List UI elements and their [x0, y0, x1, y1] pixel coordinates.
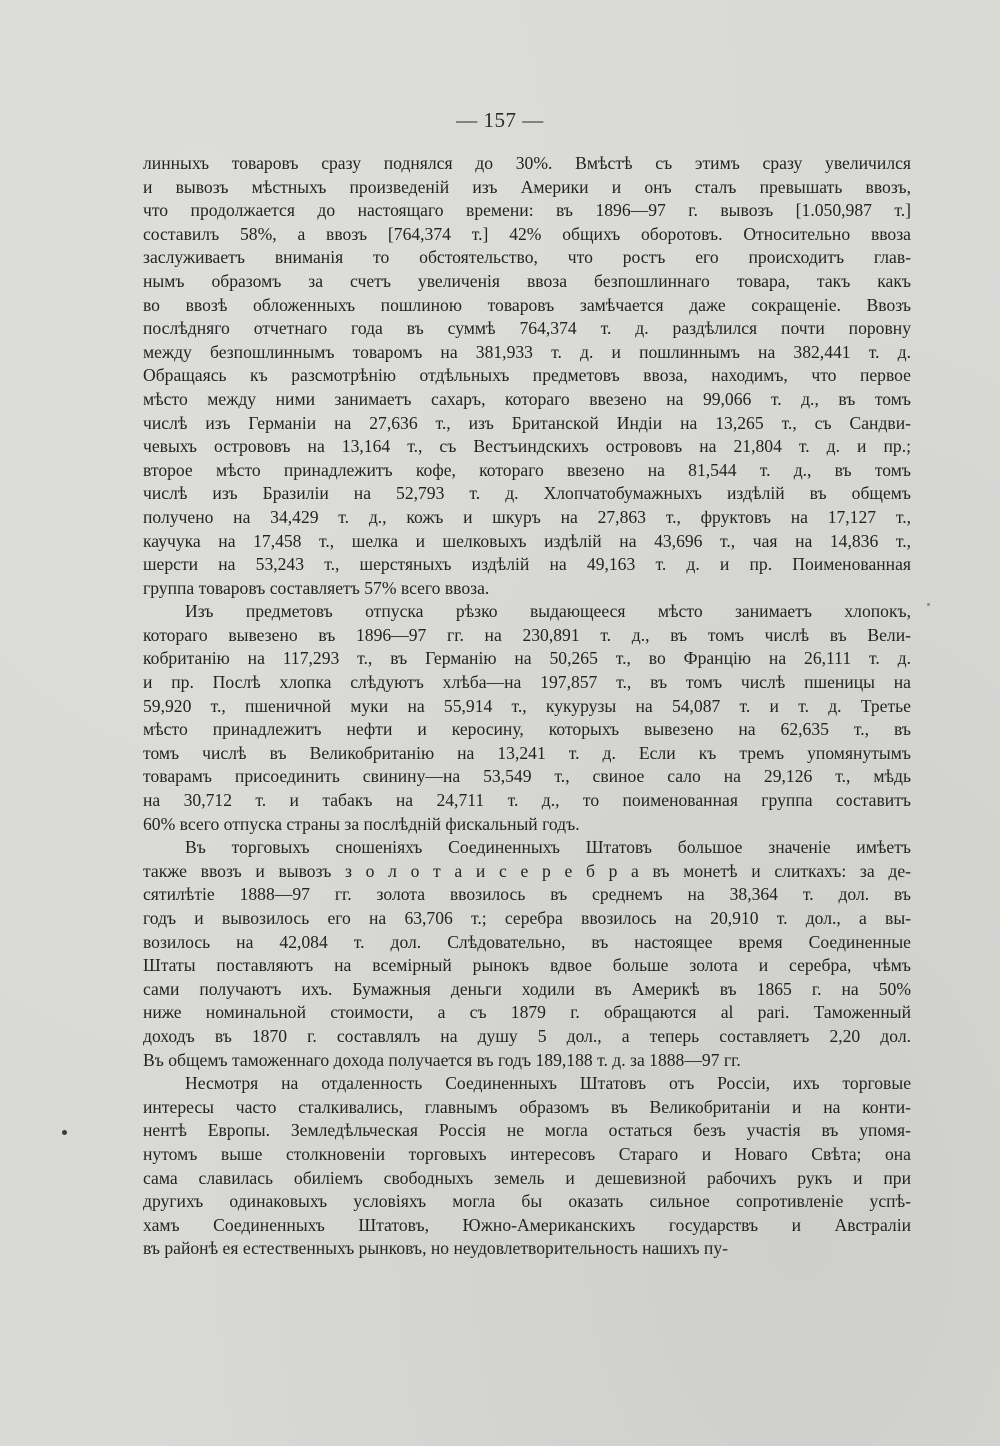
text-line: товарамъ присоединить свинину—на 53,549 т., свиное сало на 29,126 т., мѣдь: [143, 766, 911, 787]
text-line: въ районѣ ея естественныхъ рынковъ, но неудовлетворительность нашихъ пу-: [143, 1238, 729, 1259]
text-line: заслуживаетъ вниманія то обстоятельство, что ростъ его происходитъ глав-: [143, 247, 911, 268]
text-line: 59,920 т., пшеничной муки на 55,914 т., кукурузы на 54,087 т. и т. д. Третье: [143, 695, 911, 716]
paragraph-3: [143, 836, 911, 1072]
text-line: томъ числѣ въ Великобританію на 13,241 т. д. Если къ тремъ упомянутымъ: [143, 742, 911, 763]
paragraph-2: [143, 600, 911, 836]
text-line: составилъ 58%, а ввозъ [764,374 т.] 42% общихъ оборотовъ. Относительно ввоза: [143, 223, 911, 244]
text-line: сятилѣтіе 1888—97 гг. золота ввозилось въ среднемъ на 38,364 т. дол. въ: [143, 884, 911, 905]
text-line: сами получаютъ ихъ. Бумажныя деньги ходили въ Америкѣ въ 1865 г. на 50%: [143, 978, 911, 999]
text-line: шерсти на 53,243 т., шерстяныхъ издѣлій на 49,163 т. д. и пр. Поименованная: [143, 554, 911, 575]
text-line: во ввозѣ обложенныхъ пошлиною товаровъ замѣчается даже сокращеніе. Ввозъ: [143, 294, 911, 315]
text-line: годъ и вывозилось его на 63,706 т.; серебра ввозилось на 20,910 т. дол., а вы-: [143, 908, 911, 928]
text-line: группа товаровъ составляетъ 57% всего ввоза.: [143, 577, 490, 598]
text-line: послѣдняго отчетнаго года въ суммѣ 764,374 т. д. раздѣлился почти поровну: [143, 318, 911, 339]
text-line: котораго вывезено въ 1896—97 гг. на 230,891 т. д., въ томъ числѣ въ Вели-: [143, 624, 911, 645]
page-number: — 157 —: [456, 108, 544, 132]
text-line: каучука на 17,458 т., шелка и шелковыхъ издѣлій на 43,696 т., чая на 14,836 т.,: [143, 530, 911, 551]
text-line: Въ торговыхъ сношеніяхъ Соединенныхъ Штатовъ большое значеніе имѣетъ: [185, 837, 911, 858]
paper-speck: [927, 603, 930, 606]
text-line: второе мѣсто принадлежитъ кофе, котораго ввезено на 81,544 т. д., въ томъ: [143, 459, 911, 480]
text-line: ниже номинальной стоимости, а съ 1879 г. обращаются al pari. Таможенный: [143, 1002, 911, 1023]
text-line: Въ общемъ таможеннаго дохода получается въ годъ 189,188 т. д. за 1888—97 гг.: [143, 1049, 741, 1070]
text-line: Несмотря на отдаленность Соединенныхъ Штатовъ отъ Россіи, ихъ торговые: [185, 1073, 911, 1094]
paragraph-1: [143, 152, 911, 600]
text-line: числѣ изъ Германіи на 27,636 т., изъ Британской Индіи на 13,265 т., съ Сандви-: [143, 412, 911, 433]
text-line: мѣсто принадлежитъ нефти и керосину, которыхъ вывезено на 62,635 т., въ: [143, 719, 911, 740]
text-line: также ввозъ и вывозъ з о л о т а и с е р е б р а въ монетѣ и слиткахъ: за де-: [143, 860, 911, 881]
text-line: и пр. Послѣ хлопка слѣдуютъ хлѣба—на 197,857 т., въ томъ числѣ пшеницы на: [143, 672, 911, 693]
body-text: [143, 152, 911, 1261]
text-line: нымъ образомъ за счетъ увеличенія ввоза безпошлиннаго товара, такъ какъ: [143, 270, 911, 291]
text-line: и вывозъ мѣстныхъ произведеній изъ Америки и онъ сталъ превышать ввозъ,: [143, 176, 911, 197]
text-line: чевыхъ острововъ на 13,164 т., съ Вестъиндскихъ острововъ на 21,804 т. д. и пр.;: [143, 436, 911, 457]
text-line: получено на 34,429 т. д., кожъ и шкуръ на 27,863 т., фруктовъ на 17,127 т.,: [143, 506, 911, 527]
paper-speck: [62, 1130, 67, 1135]
text-line: Изъ предметовъ отпуска рѣзко выдающееся мѣсто занимаетъ хлопокъ,: [185, 601, 911, 622]
text-line: 60% всего отпуска страны за послѣдній фискальный годъ.: [143, 813, 580, 834]
text-line: возилось на 42,084 т. дол. Слѣдовательно, въ настоящее время Соединенные: [143, 931, 911, 952]
text-line: что продолжается до настоящаго времени: въ 1896—97 г. вывозъ [1.050,987 т.]: [143, 200, 911, 221]
text-line: числѣ изъ Бразиліи на 52,793 т. д. Хлопчатобумажныхъ издѣлій въ общемъ: [143, 483, 911, 504]
text-line: сама славилась обиліемъ свободныхъ земель и дешевизной рабочихъ рукъ и при: [143, 1167, 911, 1188]
text-line: мѣсто между ними занимаетъ сахаръ, котораго ввезено на 99,066 т. д., въ томъ: [143, 388, 911, 409]
text-line: хамъ Соединенныхъ Штатовъ, Южно-Американскихъ государствъ и Австраліи: [143, 1214, 911, 1235]
text-line: другихъ одинаковыхъ условіяхъ могла бы оказать сильное сопротивленіе успѣ-: [143, 1191, 911, 1212]
text-line: нентѣ Европы. Земледѣльческая Россія не могла остаться безъ участія въ упомя-: [143, 1120, 911, 1141]
text-line: интересы часто сталкивались, главнымъ образомъ въ Великобританіи и на конти-: [143, 1096, 911, 1117]
text-line: доходъ въ 1870 г. составлялъ на душу 5 дол., а теперь составляетъ 2,20 дол.: [143, 1025, 911, 1046]
text-line: Обращаясь къ разсмотрѣнію отдѣльныхъ предметовъ ввоза, находимъ, что первое: [143, 365, 911, 386]
text-line: линныхъ товаровъ сразу поднялся до 30%. Вмѣстѣ съ этимъ сразу увеличился: [143, 153, 911, 173]
text-line: на 30,712 т. и табакъ на 24,711 т. д., то поименованная группа составитъ: [143, 790, 911, 811]
text-line: Штаты поставляютъ на всемірный рынокъ вдвое больше золота и серебра, чѣмъ: [143, 955, 911, 976]
text-line: кобританію на 117,293 т., въ Германію на 50,265 т., во Францію на 26,111 т. д.: [143, 648, 911, 669]
paragraph-4: [143, 1072, 911, 1261]
text-line: нутомъ выше столкновеніи торговыхъ интересовъ Стараго и Новаго Свѣта; она: [143, 1143, 911, 1164]
text-line: между безпошлиннымъ товаромъ на 381,933 т. д. и пошлиннымъ на 382,441 т. д.: [143, 341, 911, 362]
